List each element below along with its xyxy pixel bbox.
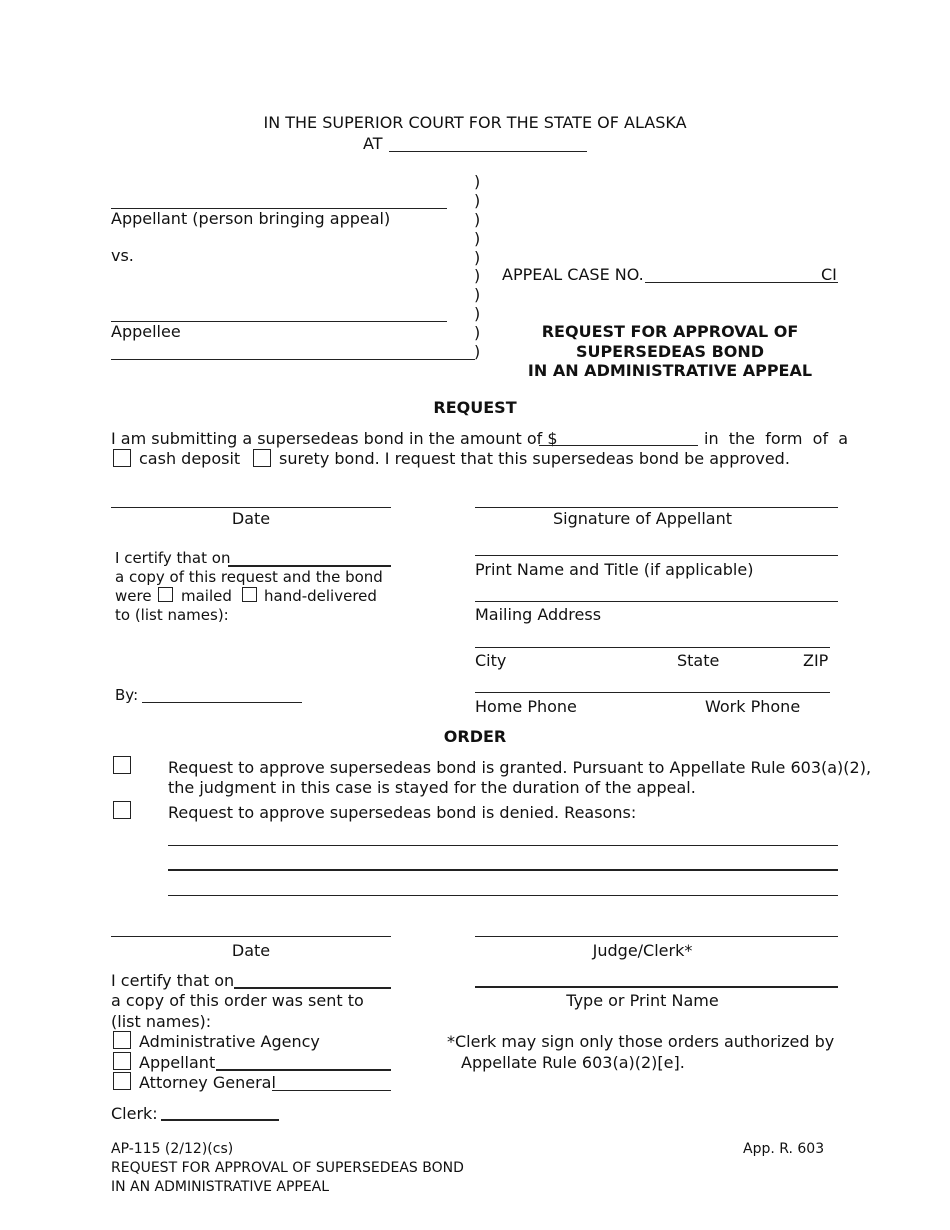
print-name-input[interactable] — [477, 535, 836, 553]
list-names-label: to (list names): — [115, 606, 229, 624]
phone-line — [475, 692, 830, 693]
request-date-line — [111, 507, 391, 508]
certify-on-label: I certify that on — [115, 549, 231, 567]
caption-paren: ) — [474, 285, 481, 304]
order-appellant-label: Appellant — [139, 1053, 216, 1072]
form-title-line2: SUPERSEDEAS BOND — [575, 342, 765, 361]
attorney-general-label: Attorney General — [139, 1073, 276, 1092]
vs-label: vs. — [111, 246, 134, 265]
caption-paren: ) — [474, 229, 481, 248]
admin-agency-label: Administrative Agency — [139, 1032, 320, 1051]
signature-label: Signature of Appellant — [553, 509, 732, 528]
denied-text: Request to approve supersedeas bond is denied. Reasons: — [168, 803, 637, 822]
reasons-line-1 — [168, 845, 838, 846]
appellant-signature-line — [475, 507, 838, 508]
bond-amount-input[interactable] — [541, 426, 696, 444]
attorney-general-line — [272, 1090, 391, 1091]
mailing-address-input[interactable] — [477, 581, 836, 599]
caption-paren: ) — [474, 191, 481, 210]
certify-date-line — [228, 565, 391, 567]
form-title-line1: REQUEST FOR APPROVAL OF — [541, 322, 799, 341]
order-date-line — [111, 936, 391, 937]
granted-text-line2: the judgment in this case is stayed for the duration of the appeal. — [168, 778, 696, 797]
granted-text-line1: Request to approve supersedeas bond is granted. Pursuant to Appellate Rule 603(a)(2), — [168, 758, 872, 777]
rule-reference: App. R. 603 — [743, 1141, 825, 1157]
clerk-label: Clerk: — [111, 1104, 158, 1123]
location-line — [389, 151, 587, 152]
order-date-label: Date — [231, 941, 271, 960]
bond-amount-line — [539, 445, 698, 446]
court-location-input[interactable] — [391, 132, 585, 150]
type-print-name-line — [475, 986, 838, 988]
appellant-name-input[interactable] — [113, 188, 443, 206]
order-heading: ORDER — [443, 727, 507, 746]
reasons-line-3 — [168, 895, 838, 896]
by-label: By: — [115, 686, 139, 704]
copy-sent-text: a copy of this order was sent to — [111, 991, 364, 1010]
type-print-name-label: Type or Print Name — [566, 991, 719, 1010]
appellant-copy-input[interactable] — [218, 1050, 389, 1068]
hand-delivered-checkbox[interactable] — [242, 587, 257, 602]
mailed-label: mailed — [181, 587, 232, 605]
request-text-start: I am submitting a supersedeas bond in the amount of $ — [111, 429, 558, 448]
by-line — [142, 702, 302, 703]
request-date-label: Date — [231, 509, 271, 528]
attorney-general-input[interactable] — [274, 1071, 389, 1089]
home-phone-label: Home Phone — [475, 697, 577, 716]
attorney-general-checkbox[interactable] — [113, 1072, 131, 1090]
clerk-note-line1: *Clerk may sign only those orders authorized by — [447, 1032, 835, 1051]
footer-title-line1: REQUEST FOR APPROVAL OF SUPERSEDEAS BOND — [111, 1160, 464, 1176]
case-no-line — [645, 282, 838, 283]
case-no-input[interactable] — [647, 263, 817, 281]
caption-paren: ) — [474, 323, 481, 342]
hand-delivered-label: hand-delivered — [264, 587, 377, 605]
judge-signature-line — [475, 936, 838, 937]
state-label: State — [677, 651, 720, 670]
certify-copy-text: a copy of this request and the bond — [115, 568, 383, 586]
form-id: AP-115 (2/12)(cs) — [111, 1141, 234, 1157]
city-label: City — [475, 651, 507, 670]
granted-checkbox[interactable] — [113, 756, 131, 774]
phone-input[interactable] — [477, 672, 828, 690]
at-label: AT — [363, 134, 383, 153]
order-certify-date-input[interactable] — [236, 968, 389, 986]
caption-paren: ) — [474, 210, 481, 229]
form-title-line3: IN AN ADMINISTRATIVE APPEAL — [527, 361, 813, 380]
case-no-label: APPEAL CASE NO. — [502, 265, 644, 284]
cash-deposit-checkbox[interactable] — [113, 449, 131, 467]
clerk-note-line2: Appellate Rule 603(a)(2)[e]. — [461, 1053, 685, 1072]
city-state-zip-line — [475, 647, 830, 648]
order-certify-on-label: I certify that on — [111, 971, 235, 990]
mailed-checkbox[interactable] — [158, 587, 173, 602]
judge-clerk-label: Judge/Clerk* — [592, 941, 693, 960]
denied-checkbox[interactable] — [113, 801, 131, 819]
caption-paren: ) — [474, 172, 481, 191]
print-name-line — [475, 555, 838, 556]
appellee-name-input[interactable] — [113, 301, 443, 319]
zip-label: ZIP — [803, 651, 829, 670]
clerk-line — [161, 1119, 279, 1121]
request-date-input[interactable] — [113, 487, 389, 505]
appellant-label: Appellant (person bringing appeal) — [111, 209, 391, 228]
certify-date-input[interactable] — [230, 546, 388, 564]
appellee-label: Appellee — [111, 322, 181, 341]
clerk-input[interactable] — [163, 1100, 277, 1118]
caption-paren: ) — [474, 266, 481, 285]
by-input[interactable] — [144, 683, 300, 701]
cash-deposit-label: cash deposit — [139, 449, 241, 468]
work-phone-label: Work Phone — [705, 697, 801, 716]
request-text-form: in the form of a — [704, 429, 849, 448]
order-appellant-checkbox[interactable] — [113, 1052, 131, 1070]
surety-bond-text: surety bond. I request that this supersedeas bond be approved. — [279, 449, 790, 468]
print-name-label: Print Name and Title (if applicable) — [475, 560, 754, 579]
order-certify-date-line — [234, 987, 391, 989]
city-state-zip-input[interactable] — [477, 627, 828, 645]
mailing-address-label: Mailing Address — [475, 605, 602, 624]
court-heading: IN THE SUPERIOR COURT FOR THE STATE OF ALASKA — [263, 113, 687, 132]
caption-paren: ) — [474, 342, 481, 361]
caption-bottom-line — [111, 359, 475, 360]
type-print-name-input[interactable] — [477, 966, 836, 984]
mailing-address-line — [475, 601, 838, 602]
order-list-names-label: (list names): — [111, 1012, 212, 1031]
footer-title-line2: IN AN ADMINISTRATIVE APPEAL — [111, 1179, 330, 1195]
order-date-input[interactable] — [113, 916, 389, 934]
request-heading: REQUEST — [433, 398, 517, 417]
surety-bond-checkbox[interactable] — [253, 449, 271, 467]
caption-paren: ) — [474, 304, 481, 323]
certify-were-label: were — [115, 587, 152, 605]
reasons-line-2 — [168, 869, 838, 871]
caption-paren: ) — [474, 248, 481, 267]
admin-agency-checkbox[interactable] — [113, 1031, 131, 1049]
case-suffix: CI — [821, 265, 837, 284]
